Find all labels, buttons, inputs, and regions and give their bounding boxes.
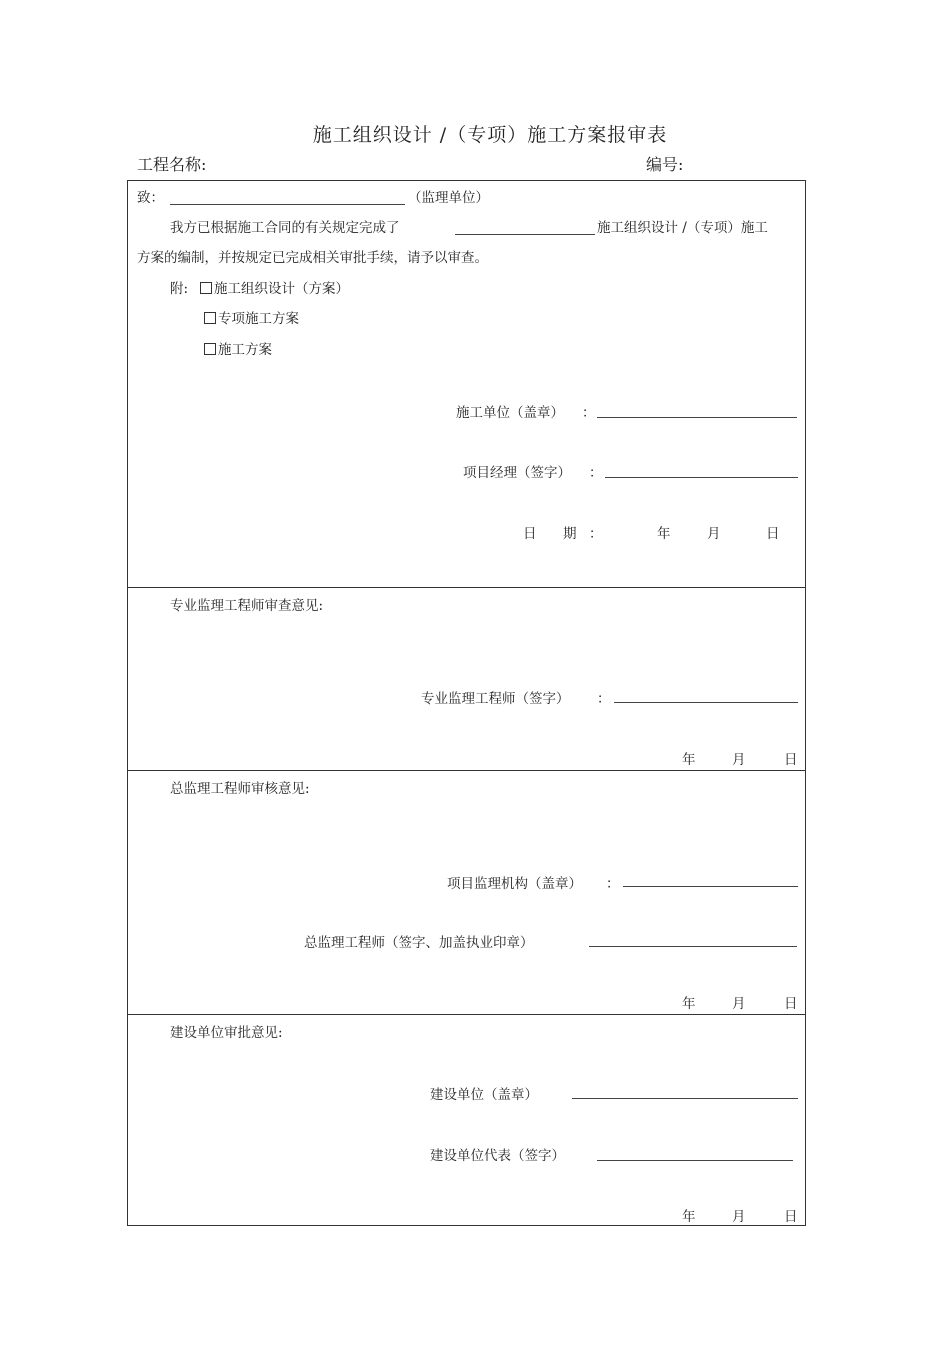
specialist-engineer-field[interactable] [614,702,798,703]
owner-unit-label: 建设单位（盖章） [430,1087,538,1103]
attachment-special-plan[interactable]: 专项施工方案 [204,307,299,327]
specialist-review-heading: 专业监理工程师审查意见: [170,598,324,614]
month-label: 月 [732,1209,746,1225]
statement-part2: 施工组织设计 /（专项）施工 [597,220,768,236]
year-label: 年 [682,1209,696,1225]
colon: ： [582,405,596,421]
year-label: 年 [682,996,696,1012]
supervisor-unit-field[interactable] [170,204,405,205]
attachment-plan[interactable]: 施工方案 [204,338,272,358]
attachment-org-design[interactable]: 施工组织设计（方案） [200,277,349,297]
specialist-engineer-label: 专业监理工程师（签字） [421,691,570,707]
construction-unit-field[interactable] [597,417,797,418]
attach-label: 附: [170,281,189,297]
project-name-label: 工程名称: [137,155,207,174]
month-label: 月 [732,996,746,1012]
plan-name-field[interactable] [455,234,595,235]
day-label: 日 [766,526,780,542]
section-divider [128,770,805,771]
section-divider [128,587,805,588]
year-label: 年 [657,526,671,542]
owner-unit-field[interactable] [572,1098,798,1099]
colon: ： [589,526,603,542]
project-manager-label: 项目经理（签字） [463,465,571,481]
date-label-1: 日 [523,526,537,542]
construction-unit-label: 施工单位（盖章） [456,405,564,421]
page-title: 施工组织设计 /（专项）施工方案报审表 [312,124,668,146]
supervisor-unit-label: （监理单位） [408,190,489,206]
number-label: 编号: [646,155,684,174]
month-label: 月 [732,752,746,768]
chief-engineer-label: 总监理工程师（签字、加盖执业印章） [304,935,534,951]
project-manager-field[interactable] [605,477,798,478]
approval-form [127,180,806,1226]
month-label: 月 [707,526,721,542]
chief-engineer-field[interactable] [589,946,797,947]
colon: ： [589,465,603,481]
date-label-2: 期 [563,526,577,542]
colon: ： [597,691,611,707]
year-label: 年 [682,752,696,768]
to-label: 致： [137,190,164,206]
supervision-agency-field[interactable] [623,886,798,887]
checkbox-icon [204,343,216,355]
colon: ： [606,876,620,892]
statement-part3: 方案的编制，并按规定已完成相关审批手续，请予以审查。 [137,250,488,266]
owner-approval-heading: 建设单位审批意见: [170,1025,283,1041]
owner-rep-field[interactable] [597,1160,793,1161]
day-label: 日 [784,996,798,1012]
chief-review-heading: 总监理工程师审核意见: [170,781,310,797]
day-label: 日 [784,752,798,768]
day-label: 日 [784,1209,798,1225]
checkbox-icon [204,312,216,324]
section-divider [128,1014,805,1015]
owner-rep-label: 建设单位代表（签字） [430,1148,565,1164]
statement-part1: 我方已根据施工合同的有关规定完成了 [170,220,400,236]
checkbox-icon [200,282,212,294]
supervision-agency-label: 项目监理机构（盖章） [447,876,582,892]
